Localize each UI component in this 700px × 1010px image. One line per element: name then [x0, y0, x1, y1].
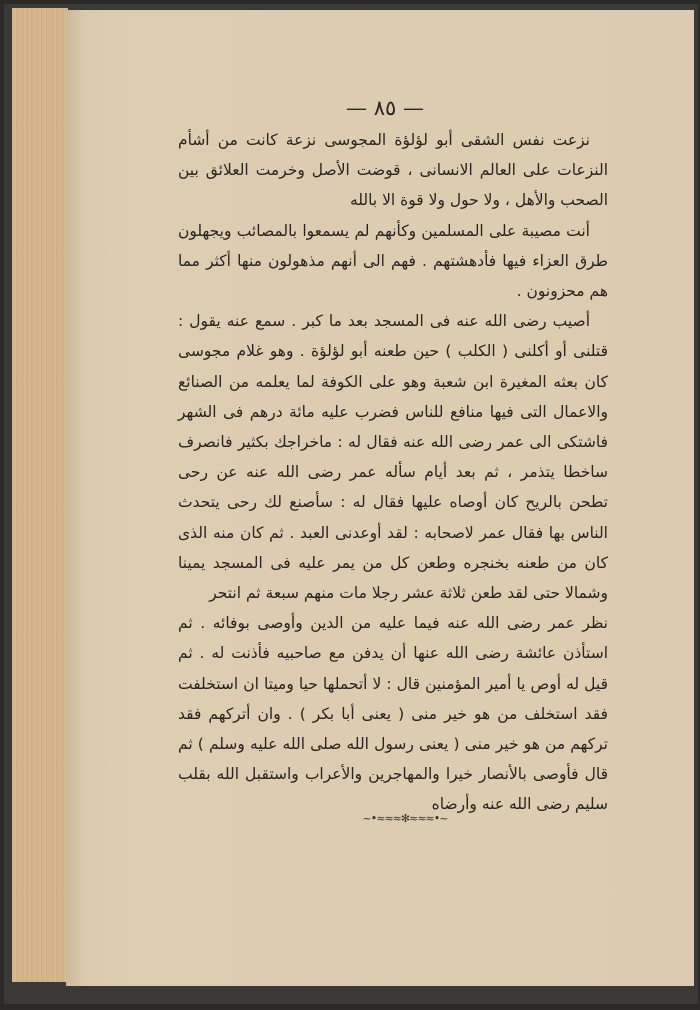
paragraph-3: أصيب رضى الله عنه فى المسجد بعد ما كبر . سمع عنه يقول : قتلنى أو أكلنى ( الكلب ) حين طعنه أبو لؤلؤة . وهو غلام مجوسى كان بعثه المغيرة ابن شعبة وهو على الكوفة لما يعلمه من الصنائع والاعمال التى فيها منافع للناس فضرب عليه مائة درهم فى الشهر فاشتكى الى عمر رضى الله عنه فقال له : ماخراجك بكثير فانصرف ساخطا يتذمر ، ثم بعد أيام سأله عمر رضى الله عنه عن رحى تطحن بالريح كان أوصاه عليها فقال له : سأصنع لك رحى يتحدث الناس بها فقال عمر لاصحابه : لقد أوعدنى العبد . ثم كان منه الذى كان من طعنه بخنجره وطعن كل من يمر عليه فى المسجد يمينا وشمالا حتى لقد طعن ثلاثة عشر رجلا مات منهم سبعة ثم انتحر	[178, 312, 608, 603]
paragraph-4: نظر عمر رضى الله عنه فيما عليه من الدين وأوصى بوفائه . ثم استأذن عائشة رضى الله عنها أن يدفن مع صاحبيه فأذنت له . ثم قيل له أوص يا أمير المؤمنين قال : لا أتحملها حيا وميتا ان استخلفت فقد استخلف من هو خير منى ( يعنى أبا بكر ) . وان أتركهم فقد تركهم من هو خير منى ( يعنى رسول الله صلى الله عليه وسلم ) ثم قال فأوصى بالأنصار خيرا والمهاجرين والأعراب واستقبل الله بقلب سليم رضى الله عنه وأرضاه	[178, 614, 608, 814]
page-edges	[12, 8, 68, 982]
page-text	[178, 125, 608, 820]
page-number: — ٨٥ —	[346, 96, 424, 120]
end-ornament: ~•≈≈≈✻≈≈≈•~	[362, 812, 448, 825]
paragraph-1: نزعت نفس الشقى أبو لؤلؤة المجوسى نزعة كانت من أشأم النزعات على العالم الانسانى ، قوضت الأصل وخرمت العلائق بين الصحب والأهل ، ولا حول ولا قوة الا بالله	[178, 131, 608, 210]
paragraph-2: أنت مصيبة على المسلمين وكأنهم لم يسمعوا بالمصائب ويجهلون طرق العزاء فيها فأدهشتهم . فهم الى أنهم مذهولون منها أكثر مما هم محزونون .	[178, 221, 608, 301]
